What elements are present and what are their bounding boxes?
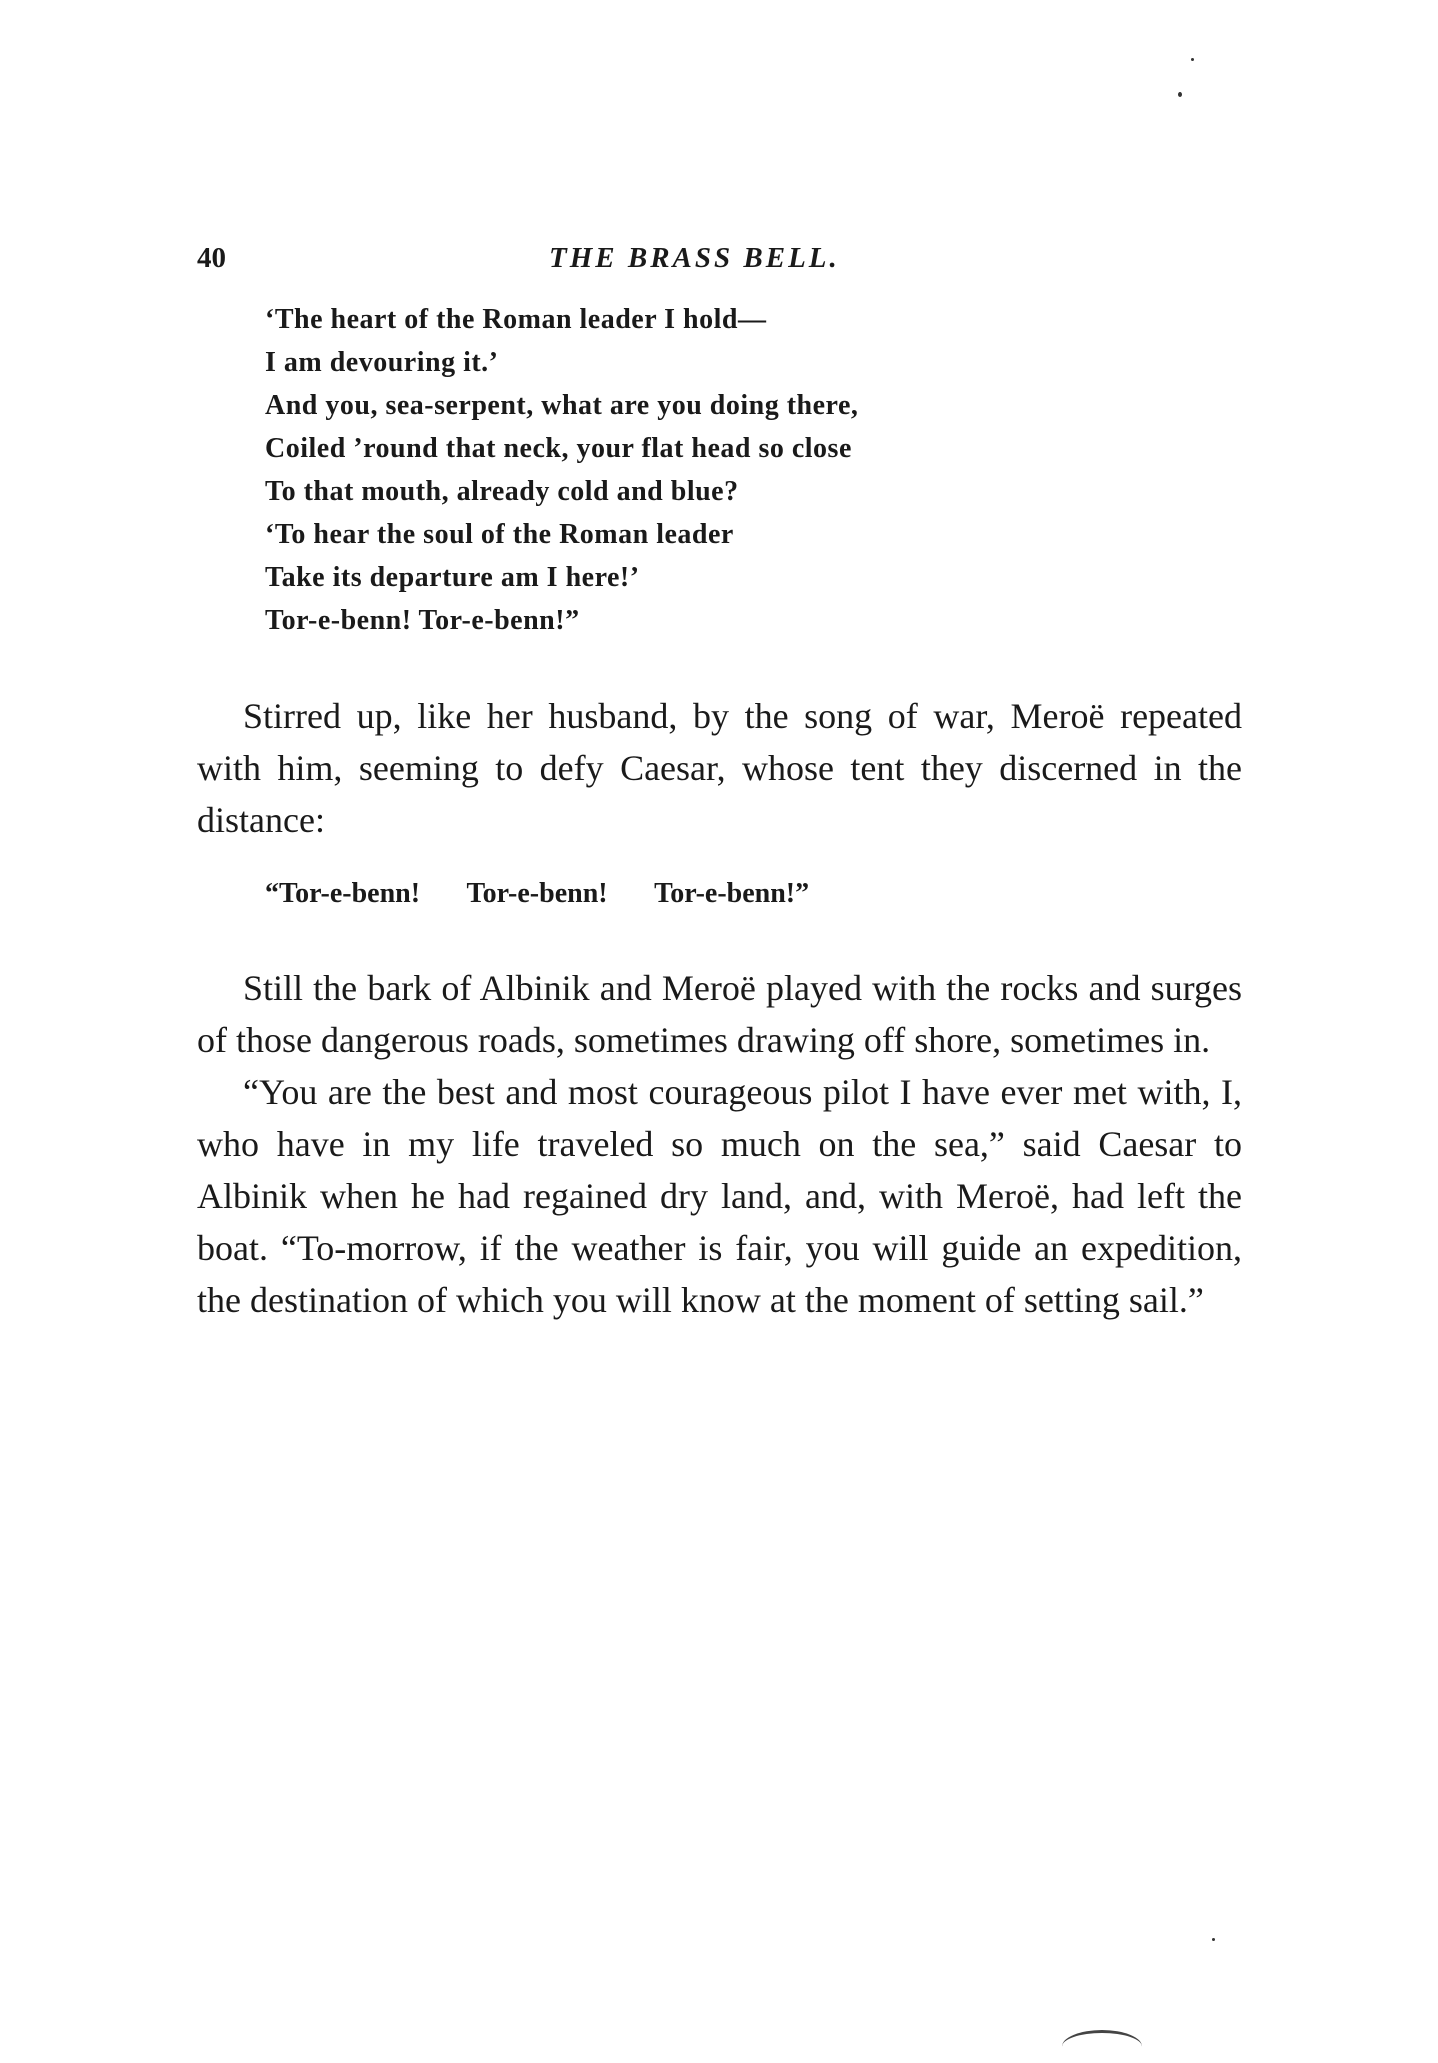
refrain-part: Tor-e-benn! xyxy=(466,878,608,909)
verse-line: Tor-e-benn! Tor-e-benn!” xyxy=(265,605,580,636)
ink-speck xyxy=(1191,58,1194,61)
verse-line: To that mouth, already cold and blue? xyxy=(265,476,739,507)
paragraph: Still the bark of Albinik and Meroë played with the rocks and surges of those dangerous roads, sometimes drawing off shore, sometimes in. xyxy=(197,968,1242,1060)
verse-block xyxy=(265,298,1165,642)
ink-speck xyxy=(1178,92,1182,97)
paragraph: “You are the best and most courageous pilot I have ever met with, I, who have in my life traveled so much on the sea,” said Caesar to Albinik when he had regained dry land, and, with Meroë, had left the boat. “To-morrow, if the weather is fair, you will guide an expedition, the destination of which you will know at the moment of setting sail.” xyxy=(197,1072,1242,1320)
page-header xyxy=(197,242,1237,282)
refrain-part: “Tor-e-benn! xyxy=(265,878,421,909)
page-number: 40 xyxy=(197,242,226,274)
verse-line: And you, sea-serpent, what are you doing there, xyxy=(265,390,859,421)
verse-line: I am devouring it.’ xyxy=(265,347,499,378)
ink-speck xyxy=(1212,1938,1215,1941)
scan-edge-mark xyxy=(1062,2030,1142,2063)
running-title: THE BRASS BELL. xyxy=(549,242,840,274)
prose-block-2 xyxy=(197,962,1242,1326)
verse-line: Take its departure am I here!’ xyxy=(265,562,640,593)
refrain-part: Tor-e-benn!” xyxy=(654,878,810,909)
verse-line: Coiled ’round that neck, your flat head so close xyxy=(265,433,852,464)
paragraph: Stirred up, like her husband, by the song of war, Meroë repeated with him, seeming to defy Caesar, whose tent they discerned in the distance: xyxy=(197,696,1242,840)
verse-line: ‘The heart of the Roman leader I hold— xyxy=(265,304,767,335)
verse-line: ‘To hear the soul of the Roman leader xyxy=(265,519,734,550)
prose-block-1 xyxy=(197,690,1242,846)
refrain-line xyxy=(265,878,849,910)
